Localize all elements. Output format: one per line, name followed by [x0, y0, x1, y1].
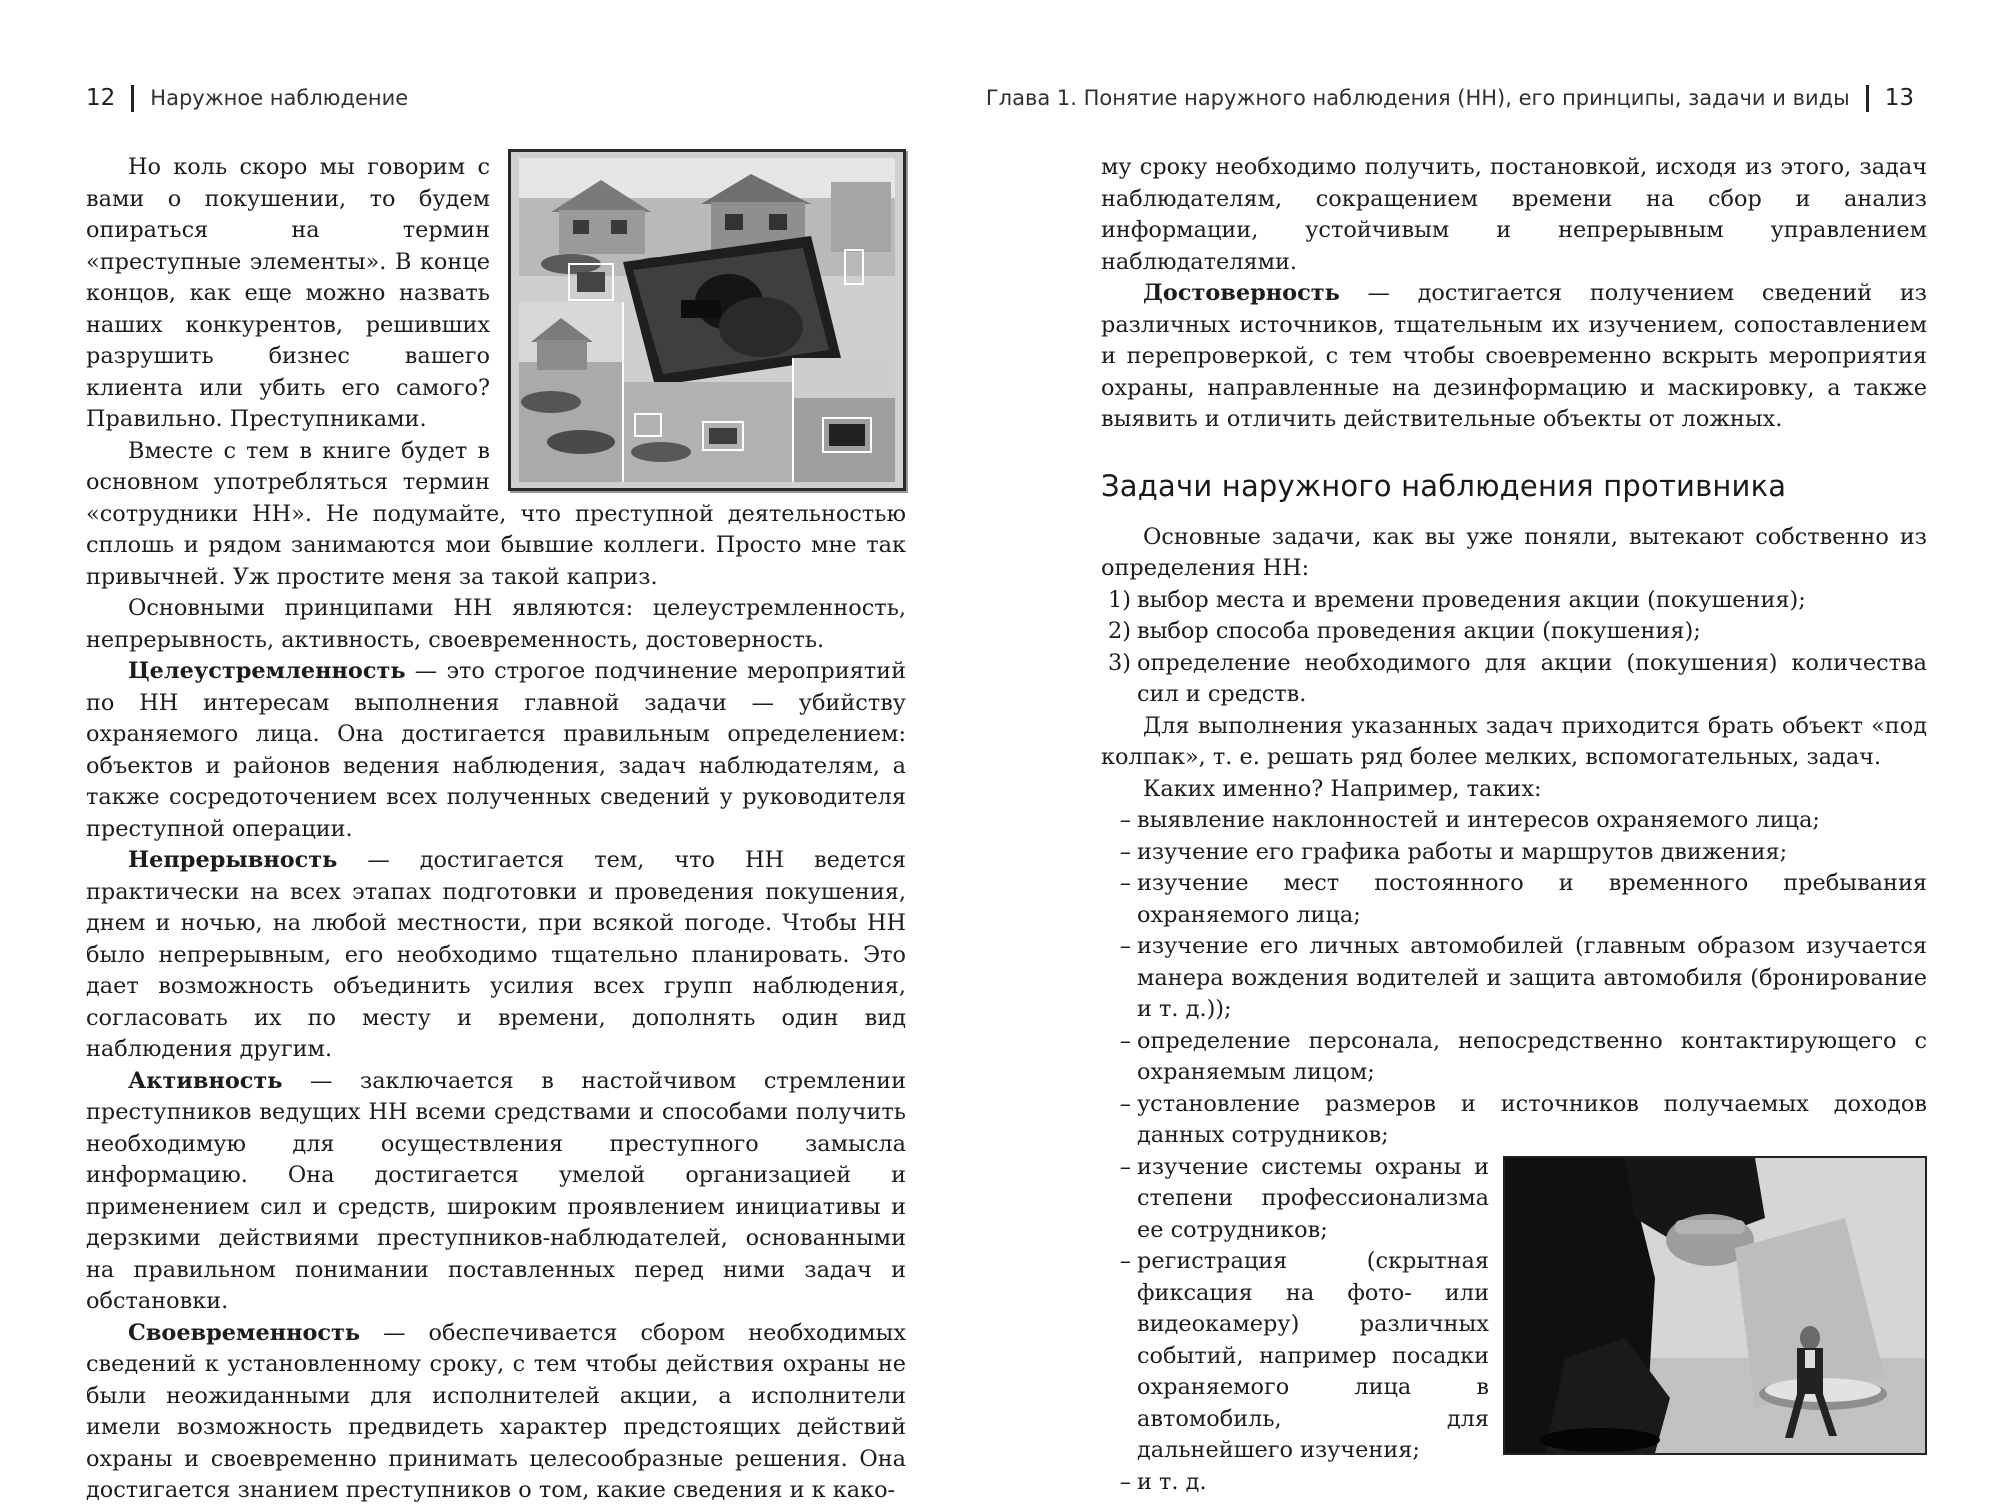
list-item: – изучение мест постоянного и временного пребывания охраняемого лица; [1119, 870, 1927, 928]
header-separator [131, 85, 134, 112]
left-body-text [86, 152, 906, 1507]
list-item: – выявление наклонностей и интересов охраняемого лица; [1119, 807, 1820, 833]
numbered-task-list [1101, 585, 1927, 711]
term-svoevremennost: Своевременность [128, 1319, 361, 1346]
term-nepreryvnost: Непрерывность [128, 847, 338, 873]
giant-hand-illustration [1505, 1158, 1925, 1453]
left-paragraph-4: Целеустремленность — это строгое подчинение мероприятий по НН интересам выполнения главной задачи — убийству охраняемого лица. Она достигается правильным определением: объектов и районов ведения наблюдения, задач наблюдателям, а также сосредоточением всех полученных сведений у руководителя преступной операции. [86, 658, 906, 842]
left-page [0, 0, 1000, 1504]
left-page-header [86, 78, 408, 118]
section-heading: Задачи наружного наблюдения противника [1101, 468, 1787, 503]
tasks-intro: Основные задачи, как вы уже поняли, вытекают собственно из определения НН: [1101, 523, 1927, 581]
right-running-title: Глава 1. Понятие наружного наблюдения (НН), его принципы, задачи и виды [985, 86, 1850, 110]
header-separator [1866, 85, 1869, 112]
left-paragraph-2: Вместе с тем в книге будет в основном употребляться термин «сотрудники НН». Не подумайте, что преступной деятельностью сплошь и рядом занимаются мои бывшие коллеги. Просто мне так привычней. Уж простите меня за такой каприз. [86, 437, 906, 590]
left-paragraph-6: Активность — заключается в настойчивом стремлении преступников ведущих НН всеми средствами и способами получить необходимую для осуществления преступного замысла информацию. Она достигается умелой организацией и применением сил и средств, широким проявлением инициативы и дерзкими действиями преступников-наблюдателей, основанными на правильном понимании поставленных перед ними задач и обстановки. [86, 1067, 906, 1314]
left-running-title: Наружное наблюдение [150, 86, 409, 110]
list-item: – изучение его личных автомобилей (главным образом изучается манера вождения водителей и защита автомобиля (бронирование и т. д.)); [1119, 933, 1927, 1022]
giant-hand-image [1503, 1156, 1927, 1455]
surveillance-collage-illustration [511, 152, 903, 488]
term-dostovernost: Достоверность [1143, 280, 1340, 306]
term-celeustremlennost: Целеустремленность [128, 658, 406, 684]
left-paragraph-1: Но коль скоро мы говорим с вами о покушении, то будем опираться на термин «преступные элементы». В конце концов, как еще можно назвать наших конкурентов, решивших разрушить бизнес вашего клиента или убить его самого? Правильно. Преступниками. [86, 154, 490, 432]
right-page [985, 0, 2000, 1504]
right-body-text [1101, 152, 1927, 1498]
left-paragraph-3: Основными принципами НН являются: целеустремленность, непрерывность, активность, своевременность, достоверность. [86, 595, 906, 653]
list-item: 2) выбор способа проведения акции (покушения); [1108, 618, 1701, 644]
list-item: – изучение его графика работы и маршрутов движения; [1119, 838, 1788, 865]
right-page-number: 13 [1884, 85, 1914, 111]
left-page-number: 12 [86, 85, 116, 111]
right-paragraph-dostovernost: Достоверность — достигается получением сведений из различных источников, тщательным их изучением, сопоставлением и перепроверкой, с тем чтобы своевременно вскрыть мероприятия охраны, направленные на дезинформацию и маскировку, а также выявить и отличить действительные объекты от ложных. [1101, 280, 1927, 432]
which-paragraph: Каких именно? Например, таких: [1143, 775, 1542, 802]
list-item: – и т. д. [1119, 1468, 1207, 1495]
dash-task-list [1101, 805, 1927, 1498]
left-paragraph-7: Своевременность — обеспечивается сбором необходимых сведений к установленному сроку, с тем чтобы действия охраны не были неожиданными для исполнителей акции, а исполнители имели возможность предвидеть характер предстоящих действий охраны и своевременно принимать целесообразные решения. Она достигается знанием преступников о том, какие сведения и к како- [86, 1319, 906, 1503]
list-item: 1) выбор места и времени проведения акции (покушения); [1108, 586, 1806, 613]
right-page-header [986, 78, 1914, 118]
list-item: – регистрация (скрытная фиксация на фото- или видеокамеру) различных событий, например посадки охраняемого лица в автомобиль, для дальнейшего изучения; [1119, 1248, 1489, 1463]
right-paragraph-continued: му сроку необходимо получить, постановкой, исходя из этого, задач наблюдателям, сокращением времени на сбор и анализ информации, устойчивым и непрерывным управлением наблюдателями. [1101, 154, 1927, 275]
surveillance-collage-image [508, 149, 906, 491]
list-item: 3) определение необходимого для акции (покушения) количества сил и средств. [1108, 649, 1927, 707]
list-item: – изучение системы охраны и степени профессионализма ее сотрудников; [1119, 1153, 1489, 1243]
term-aktivnost: Активность [128, 1067, 283, 1094]
list-item: – определение персонала, непосредственно контактирующего с охраняемым лицом; [1119, 1027, 1927, 1085]
list-item: – установление размеров и источников получаемых доходов данных сотрудников; [1119, 1090, 1927, 1148]
figure-row [1101, 1152, 1927, 1499]
left-paragraph-5: Непрерывность — достигается тем, что НН ведется практически на всех этапах подготовки и проведения покушения, днем и ночью, на любой местности, при всякой погоде. Чтобы НН было непрерывным, его необходимо тщательно планировать. Это дает возможность объединить усилия всех групп наблюдения, согласовать их по месту и времени, дополнять один вид наблюдения другим. [86, 847, 906, 1062]
tasks-paragraph: Для выполнения указанных задач приходится брать объект «под колпак», т. е. решать ряд более мелких, вспомогательных, задач. [1101, 712, 1927, 770]
